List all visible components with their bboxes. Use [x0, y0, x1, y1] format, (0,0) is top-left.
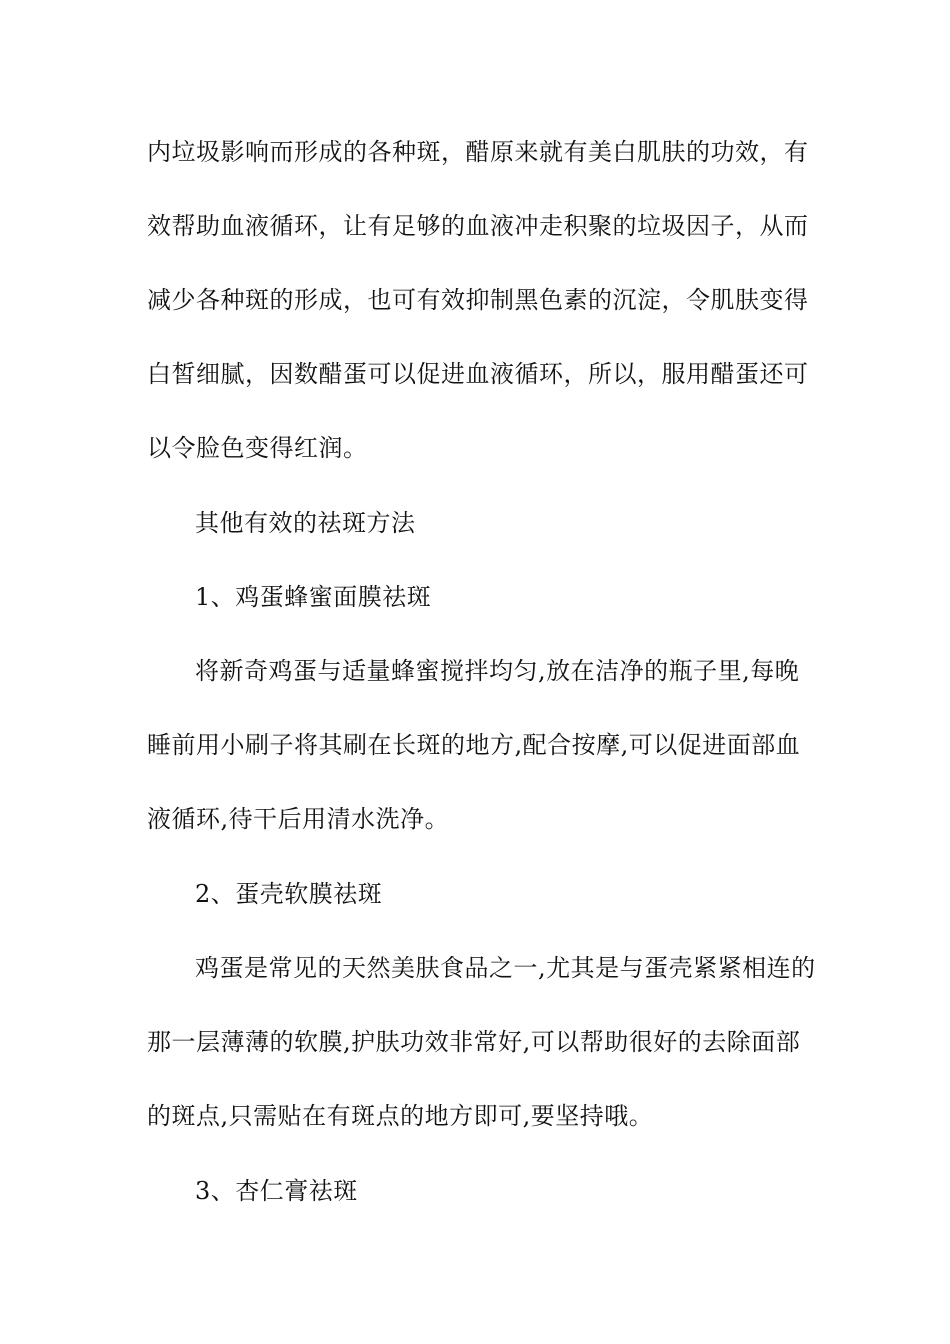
method-1-title: 1、鸡蛋蜂蜜面膜祛斑	[195, 583, 432, 611]
paragraph-line: 以令脸色变得红润。	[147, 434, 368, 462]
section-heading: 其他有效的祛斑方法	[195, 509, 416, 537]
paragraph-line: 减少各种斑的形成，也可有效抑制黑色素的沉淀，令肌肤变得	[147, 286, 809, 314]
paragraph-line: 那一层薄薄的软膜,护肤功效非常好,可以帮助很好的去除面部	[147, 1028, 801, 1056]
paragraph-line: 液循环,待干后用清水洗净。	[147, 805, 450, 833]
method-2-title: 2、蛋壳软膜祛斑	[195, 880, 383, 908]
paragraph-line: 白皙细腻，因数醋蛋可以促进血液循环，所以，服用醋蛋还可	[147, 360, 809, 388]
paragraph-line: 内垃圾影响而形成的各种斑，醋原来就有美白肌肤的功效，有	[147, 138, 809, 166]
paragraph-line: 睡前用小刷子将其刷在长斑的地方,配合按摩,可以促进面部血	[147, 731, 801, 759]
paragraph-line: 的斑点,只需贴在有斑点的地方即可,要坚持哦。	[147, 1102, 654, 1130]
paragraph-line: 效帮助血液循环，让有足够的血液冲走积聚的垃圾因子，从而	[147, 212, 809, 240]
paragraph-line: 将新奇鸡蛋与适量蜂蜜搅拌均匀,放在洁净的瓶子里,每晚	[195, 657, 800, 685]
method-3-title: 3、杏仁膏祛斑	[195, 1177, 358, 1205]
paragraph-line: 鸡蛋是常见的天然美肤食品之一,尤其是与蛋壳紧紧相连的	[195, 954, 816, 982]
